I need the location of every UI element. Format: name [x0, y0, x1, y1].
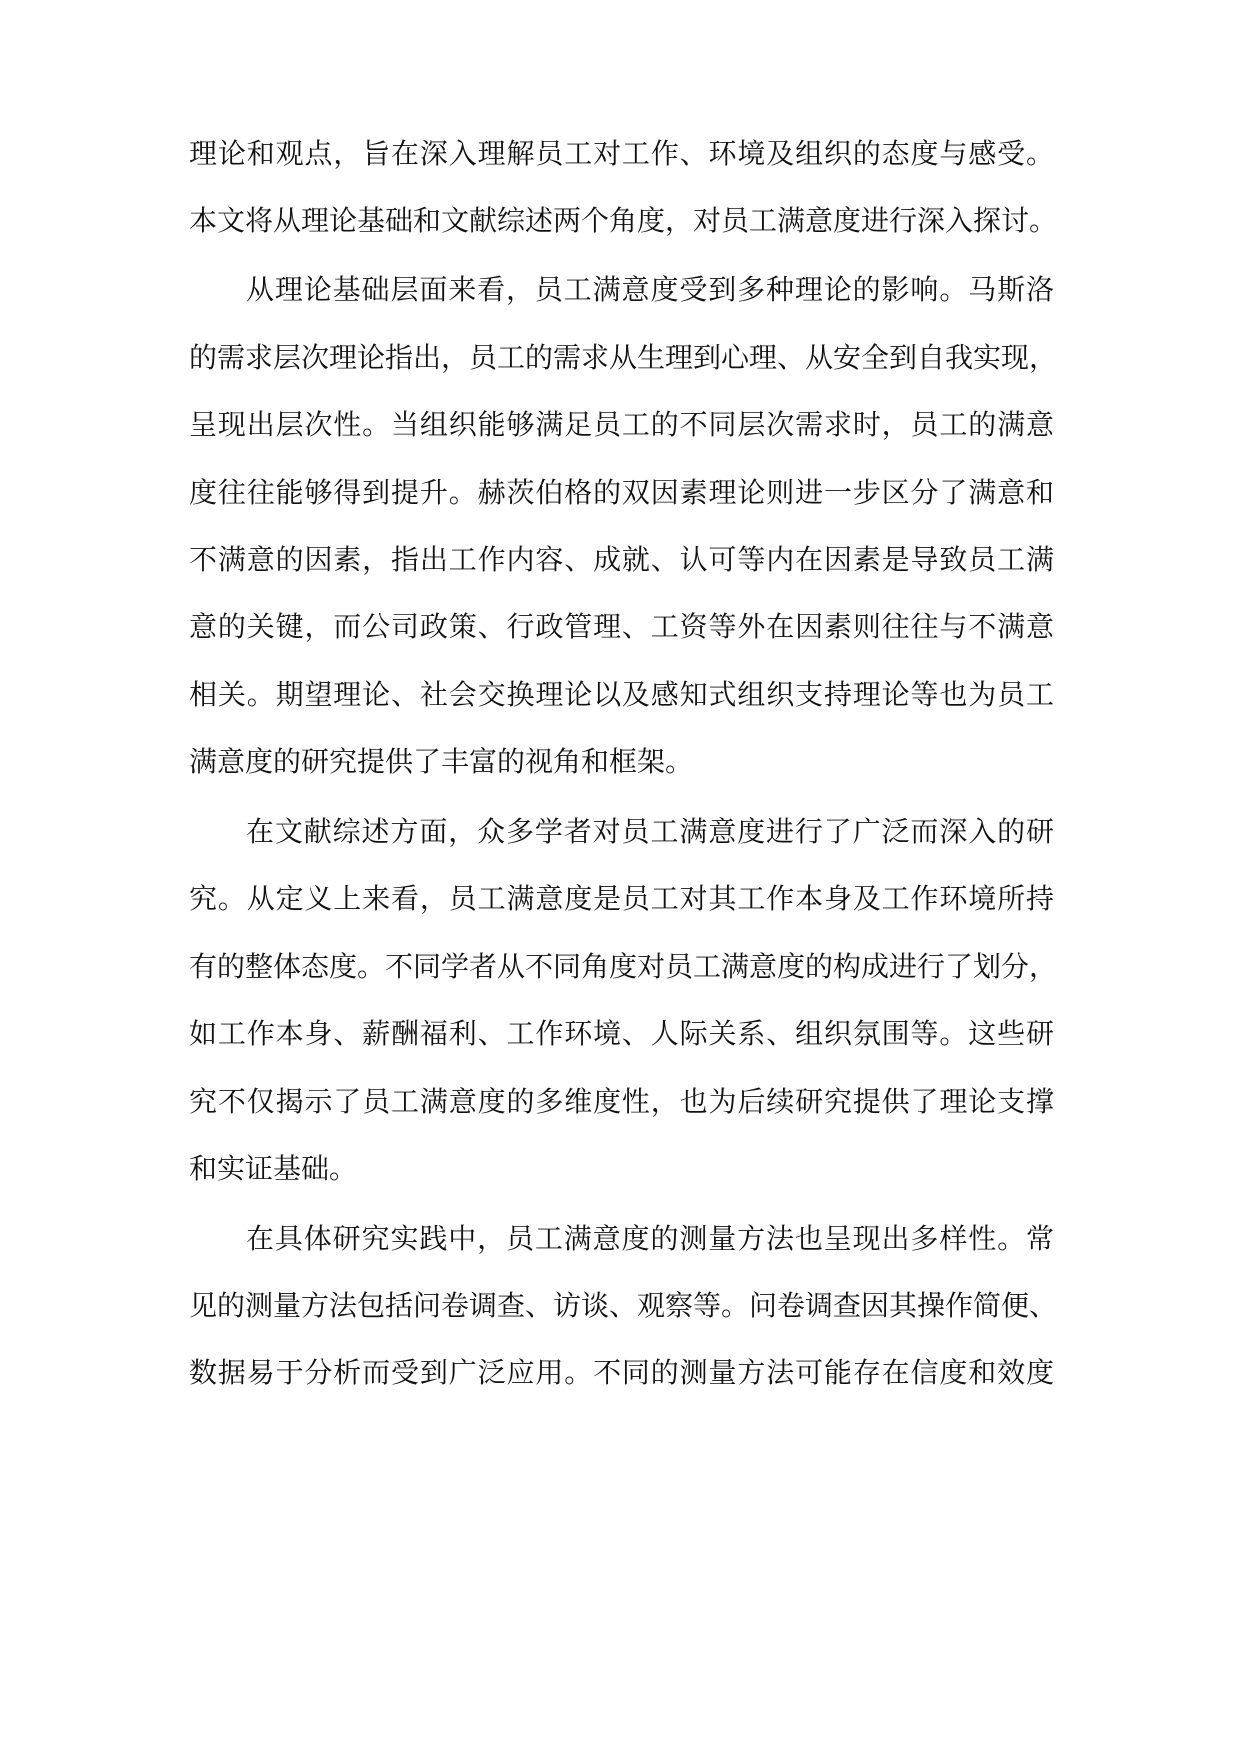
paragraph-first-line: 在文献综述方面，众多学者对员工满意度进行了广泛而深入的研: [246, 815, 1054, 848]
paragraph-first-line: 在具体研究实践中，员工满意度的测量方法也呈现出多样性。常: [246, 1222, 1054, 1255]
text-line: 理论和观点，旨在深入理解员工对工作、环境及组织的态度与感受。: [189, 137, 1054, 170]
text-line: 的需求层次理论指出，员工的需求从生理到心理、从安全到自我实现，: [189, 341, 1058, 374]
text-line: 呈现出层次性。当组织能够满足员工的不同层次需求时，员工的满意: [189, 408, 1054, 441]
text-line: 见的测量方法包括问卷调查、访谈、观察等。问卷调查因其操作简便、: [189, 1289, 1058, 1322]
text-line: 究不仅揭示了员工满意度的多维度性，也为后续研究提供了理论支撑: [189, 1085, 1054, 1118]
paragraph-first-line: 从理论基础层面来看，员工满意度受到多种理论的影响。马斯洛: [246, 273, 1054, 306]
text-line: 度往往能够得到提升。赫茨伯格的双因素理论则进一步区分了满意和: [189, 476, 1054, 509]
text-line: 本文将从理论基础和文献综述两个角度，对员工满意度进行深入探讨。: [189, 204, 1058, 237]
text-line: 究。从定义上来看，员工满意度是员工对其工作本身及工作环境所持: [189, 882, 1054, 915]
text-line: 如工作本身、薪酬福利、工作环境、人际关系、组织氛围等。这些研: [189, 1017, 1054, 1050]
text-line: 相关。期望理论、社会交换理论以及感知式组织支持理论等也为员工: [189, 678, 1054, 711]
text-line: 不满意的因素，指出工作内容、成就、认可等内在因素是导致员工满: [189, 543, 1054, 576]
text-line: 满意度的研究提供了丰富的视角和框架。: [189, 745, 694, 778]
text-line: 意的关键，而公司政策、行政管理、工资等外在因素则往往与不满意: [189, 610, 1054, 643]
text-line: 和实证基础。: [189, 1152, 358, 1185]
text-line: 有的整体态度。不同学者从不同角度对员工满意度的构成进行了划分，: [189, 950, 1058, 983]
text-line: 数据易于分析而受到广泛应用。不同的测量方法可能存在信度和效度: [189, 1356, 1054, 1389]
